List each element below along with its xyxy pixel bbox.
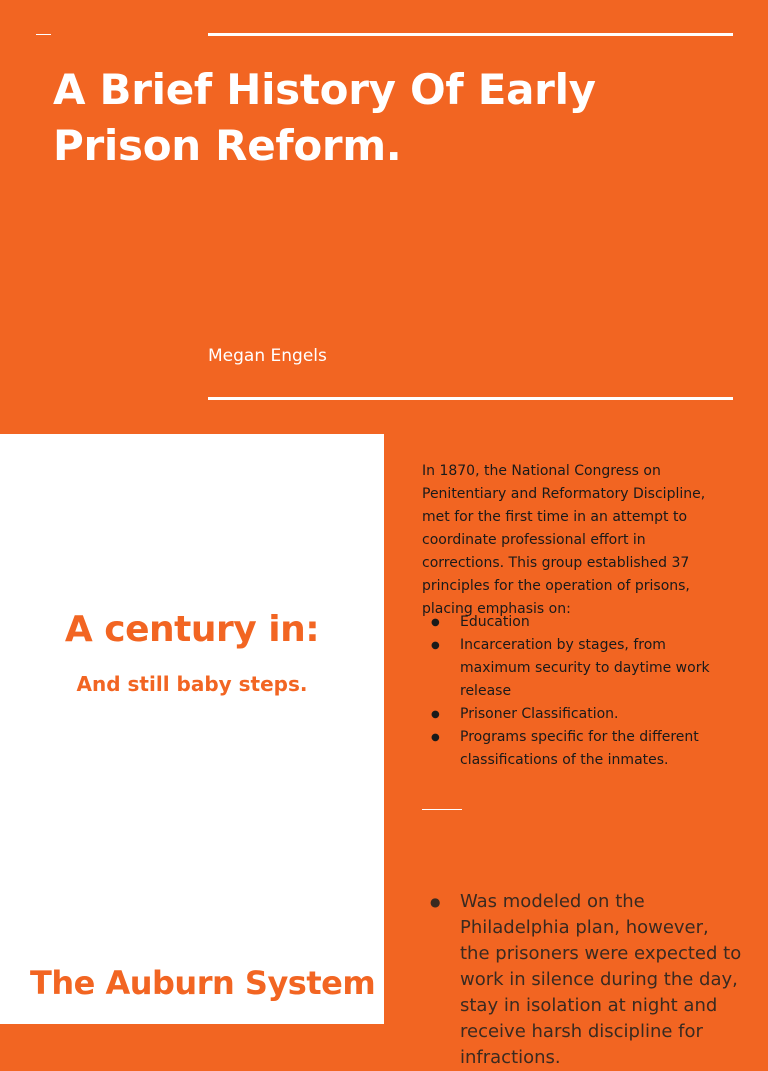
principles-list — [422, 611, 732, 772]
top-rule — [208, 33, 733, 36]
author-name: Megan Engels — [208, 346, 327, 366]
right-panel — [384, 434, 768, 1068]
century-heading: A century in: — [64, 609, 320, 650]
corner-tick — [36, 34, 51, 35]
list-item: ● Was modeled on the Philadelphia plan, however, the prisoners were expected to work in silence during the day, stay in isolation at night and receive harsh discipline for infractions. — [422, 889, 742, 1071]
title-slide — [0, 0, 768, 434]
list-item: ● Education — [422, 611, 732, 634]
congress-paragraph: In 1870, the National Congress on Penitentiary and Reformatory Discipline, met for the first time in an attempt to coordinate professional effort in corrections. This group established 37 principles for the operation of prisons, placing emphasis on: — [422, 463, 706, 617]
bottom-rule — [208, 397, 733, 400]
section-divider — [422, 809, 462, 810]
presentation-title: A Brief History Of Early Prison Reform. — [53, 65, 596, 170]
list-item: ● Programs specific for the different classifications of the inmates. — [422, 726, 732, 772]
left-panel — [0, 434, 384, 1024]
list-item: ● Prisoner Classification. — [422, 703, 732, 726]
auburn-list — [422, 889, 742, 1071]
century-subheading: And still baby steps. — [76, 672, 308, 696]
list-item: ● Incarceration by stages, from maximum security to daytime work release — [422, 634, 732, 703]
auburn-heading: The Auburn System — [30, 964, 376, 1002]
